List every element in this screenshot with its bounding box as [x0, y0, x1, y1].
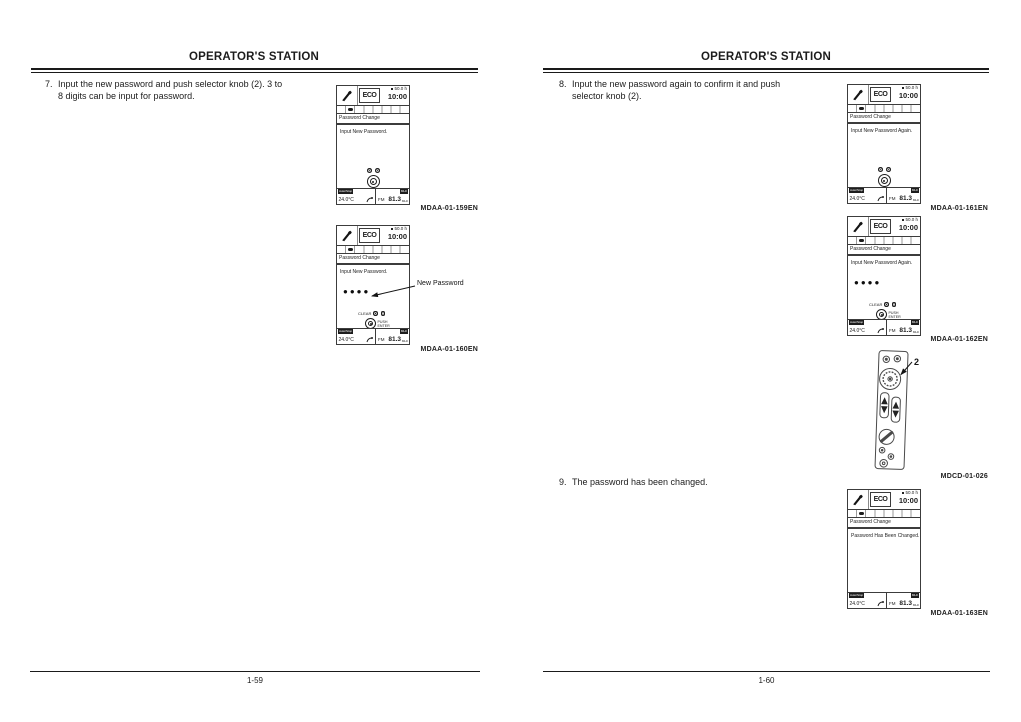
- screen-title: Password Change: [848, 245, 920, 256]
- maintenance-icon: [848, 217, 869, 236]
- status-bar: [848, 187, 920, 203]
- control-panel-figure: [868, 348, 926, 476]
- clock-area: [892, 490, 920, 509]
- radio-status: [376, 329, 409, 344]
- button-icon: [381, 311, 386, 316]
- radio-band: FM: [888, 601, 896, 606]
- annotation-knob-number: 2: [914, 357, 920, 367]
- ac-mode-label: Auto/Stop: [850, 320, 864, 324]
- knob-guide-icons: [848, 165, 920, 187]
- button-icon: [892, 302, 897, 307]
- maintenance-icon: [848, 490, 869, 509]
- radio-frequency: 81.3: [899, 195, 912, 202]
- radio-band: FM: [377, 337, 385, 342]
- page-title-right: OPERATOR'S STATION: [700, 51, 832, 63]
- radio-frequency: 81.3: [388, 196, 401, 203]
- clock-area: [381, 86, 409, 105]
- clock-area: [892, 217, 920, 236]
- mode-icon: [859, 239, 864, 243]
- radio-status: [887, 593, 920, 608]
- annotation-arrow: [363, 280, 419, 302]
- maintenance-icon: [848, 85, 869, 104]
- step-7-text: Input the new password and push selector knob (2). 3 to 8 digits can be input for password.: [58, 79, 283, 101]
- screen-message: Input New Password.: [340, 129, 388, 135]
- clock-area: [381, 226, 409, 245]
- radio-frequency-unit: MHz: [912, 603, 919, 607]
- figure-caption: MDAA-01-161EN: [930, 205, 988, 212]
- clock: 10:00: [898, 495, 918, 505]
- figure-caption: MDAA-01-163EN: [930, 610, 988, 617]
- footer-rule-right: [543, 671, 990, 672]
- button-icon: [367, 168, 372, 173]
- radio-frequency: 81.3: [899, 327, 912, 334]
- monitor-screen-163: [847, 489, 921, 609]
- screen-title: Password Change: [848, 518, 920, 529]
- indicator-cells: [337, 106, 409, 114]
- ac-mode-label: Auto/Stop: [850, 188, 864, 192]
- radio-band: FM: [888, 196, 896, 201]
- password-dots: ●●●●: [854, 278, 882, 287]
- hour-meter: 50.0 h: [892, 218, 918, 223]
- monitor-topbar: [848, 217, 920, 237]
- annotation-new-password: New Password: [417, 280, 464, 287]
- password-dots: ●●●●: [343, 287, 371, 296]
- hour-meter: 50.0 h: [381, 87, 407, 92]
- temperature: 24.0°C: [338, 196, 354, 203]
- mode-icon: [859, 512, 864, 516]
- radio-unit-tab: MHz: [400, 329, 407, 333]
- radio-status: [376, 189, 409, 204]
- radio-unit-tab: MHz: [911, 320, 918, 324]
- ac-status: [848, 188, 887, 203]
- monitor-topbar: [848, 85, 920, 105]
- button-icon: [886, 167, 891, 172]
- ac-status: [337, 189, 376, 204]
- screen-title: Password Change: [848, 113, 920, 124]
- radio-frequency-unit: MHz: [401, 199, 408, 203]
- mode-icon: [859, 107, 864, 111]
- clock: 10:00: [387, 91, 407, 101]
- figure-caption: MDAA-01-160EN: [420, 346, 478, 353]
- button-icon: [373, 311, 378, 316]
- monitor-screen-162: [847, 216, 921, 336]
- indicator-cells: [848, 510, 920, 518]
- mode-icon: [348, 108, 353, 112]
- knob-guide-icons: [337, 166, 409, 188]
- radio-unit-tab: MHz: [400, 189, 407, 193]
- step-8-number: 8.: [559, 79, 567, 89]
- clear-guide: CLEAR: [358, 311, 386, 316]
- step-9-number: 9.: [559, 477, 567, 487]
- hour-meter: 50.0 h: [381, 227, 407, 232]
- ac-status: [337, 329, 376, 344]
- selector-knob-icon: [878, 174, 891, 187]
- button-icon: [878, 167, 883, 172]
- screen-title: Password Change: [337, 254, 409, 265]
- mode-icon: [348, 248, 353, 252]
- indicator-cells: [848, 237, 920, 245]
- eco-indicator: ECO: [870, 492, 891, 507]
- eco-indicator: ECO: [359, 228, 380, 243]
- header-rule-left: [31, 68, 478, 73]
- radio-frequency-unit: MHz: [912, 330, 919, 334]
- radio-band: FM: [377, 197, 385, 202]
- radio-frequency: 81.3: [388, 336, 401, 343]
- radio-status: [887, 320, 920, 335]
- fan-lever-icon: [877, 327, 884, 334]
- hour-meter: 50.0 h: [892, 491, 918, 496]
- ac-mode-label: Auto/Stop: [339, 329, 353, 333]
- fan-lever-icon: [877, 600, 884, 607]
- screen-message: Input New Password.: [340, 269, 388, 275]
- temperature: 24.0°C: [849, 600, 865, 607]
- maintenance-icon: [337, 226, 358, 245]
- ac-status: [848, 320, 887, 335]
- enter-label: PUSH ENTER: [377, 320, 390, 328]
- status-bar: [337, 188, 409, 204]
- radio-unit-tab: MHz: [911, 188, 918, 192]
- radio-band: FM: [888, 328, 896, 333]
- clock: 10:00: [387, 231, 407, 241]
- button-icon: [884, 302, 889, 307]
- fan-lever-icon: [877, 195, 884, 202]
- enter-label: PUSH ENTER: [888, 311, 901, 319]
- eco-indicator: ECO: [870, 87, 891, 102]
- step-9-text: The password has been changed.: [572, 477, 708, 487]
- indicator-cells: [848, 105, 920, 113]
- selector-knob-icon: [367, 175, 380, 188]
- page-title-left: OPERATOR'S STATION: [188, 51, 320, 63]
- footer-rule-left: [30, 671, 480, 672]
- fan-lever-icon: [366, 336, 373, 343]
- radio-frequency: 81.3: [899, 600, 912, 607]
- clock: 10:00: [898, 90, 918, 100]
- page-number-left: 1-59: [246, 676, 263, 685]
- radio-frequency-unit: MHz: [401, 339, 408, 343]
- monitor-topbar: [337, 86, 409, 106]
- eco-indicator: ECO: [359, 88, 380, 103]
- clock-area: [892, 85, 920, 104]
- step-7-number: 7.: [45, 79, 53, 89]
- status-bar: [337, 328, 409, 344]
- radio-unit-tab: MHz: [911, 593, 918, 597]
- status-bar: [848, 319, 920, 335]
- screen-message: Password Has Been Changed.: [851, 533, 920, 539]
- monitor-screen-159: [336, 85, 410, 205]
- temperature: 24.0°C: [849, 195, 865, 202]
- figure-caption: MDCD-01-026: [940, 473, 988, 480]
- radio-status: [887, 188, 920, 203]
- radio-frequency-unit: MHz: [912, 198, 919, 202]
- step-8-text: Input the new password again to confirm it and push selector knob (2).: [572, 79, 781, 101]
- indicator-cells: [337, 246, 409, 254]
- status-bar: [848, 592, 920, 608]
- eco-indicator: ECO: [870, 219, 891, 234]
- screen-message: Input New Password Again.: [851, 260, 913, 266]
- button-icon: [375, 168, 380, 173]
- figure-caption: MDAA-01-162EN: [930, 336, 988, 343]
- maintenance-icon: [337, 86, 358, 105]
- clear-guide: CLEAR: [869, 302, 897, 307]
- fan-lever-icon: [366, 196, 373, 203]
- ac-mode-label: Auto/Stop: [339, 189, 353, 193]
- header-rule-right: [543, 68, 989, 73]
- temperature: 24.0°C: [849, 327, 865, 334]
- hour-meter: 50.0 h: [892, 86, 918, 91]
- page-number-right: 1-60: [758, 676, 775, 685]
- ac-mode-label: Auto/Stop: [850, 593, 864, 597]
- screen-message: Input New Password Again.: [851, 128, 913, 134]
- figure-caption: MDAA-01-159EN: [420, 205, 478, 212]
- monitor-topbar: [848, 490, 920, 510]
- clock: 10:00: [898, 222, 918, 232]
- monitor-topbar: [337, 226, 409, 246]
- ac-status: [848, 593, 887, 608]
- screen-title: Password Change: [337, 114, 409, 125]
- monitor-screen-161: [847, 84, 921, 204]
- temperature: 24.0°C: [338, 336, 354, 343]
